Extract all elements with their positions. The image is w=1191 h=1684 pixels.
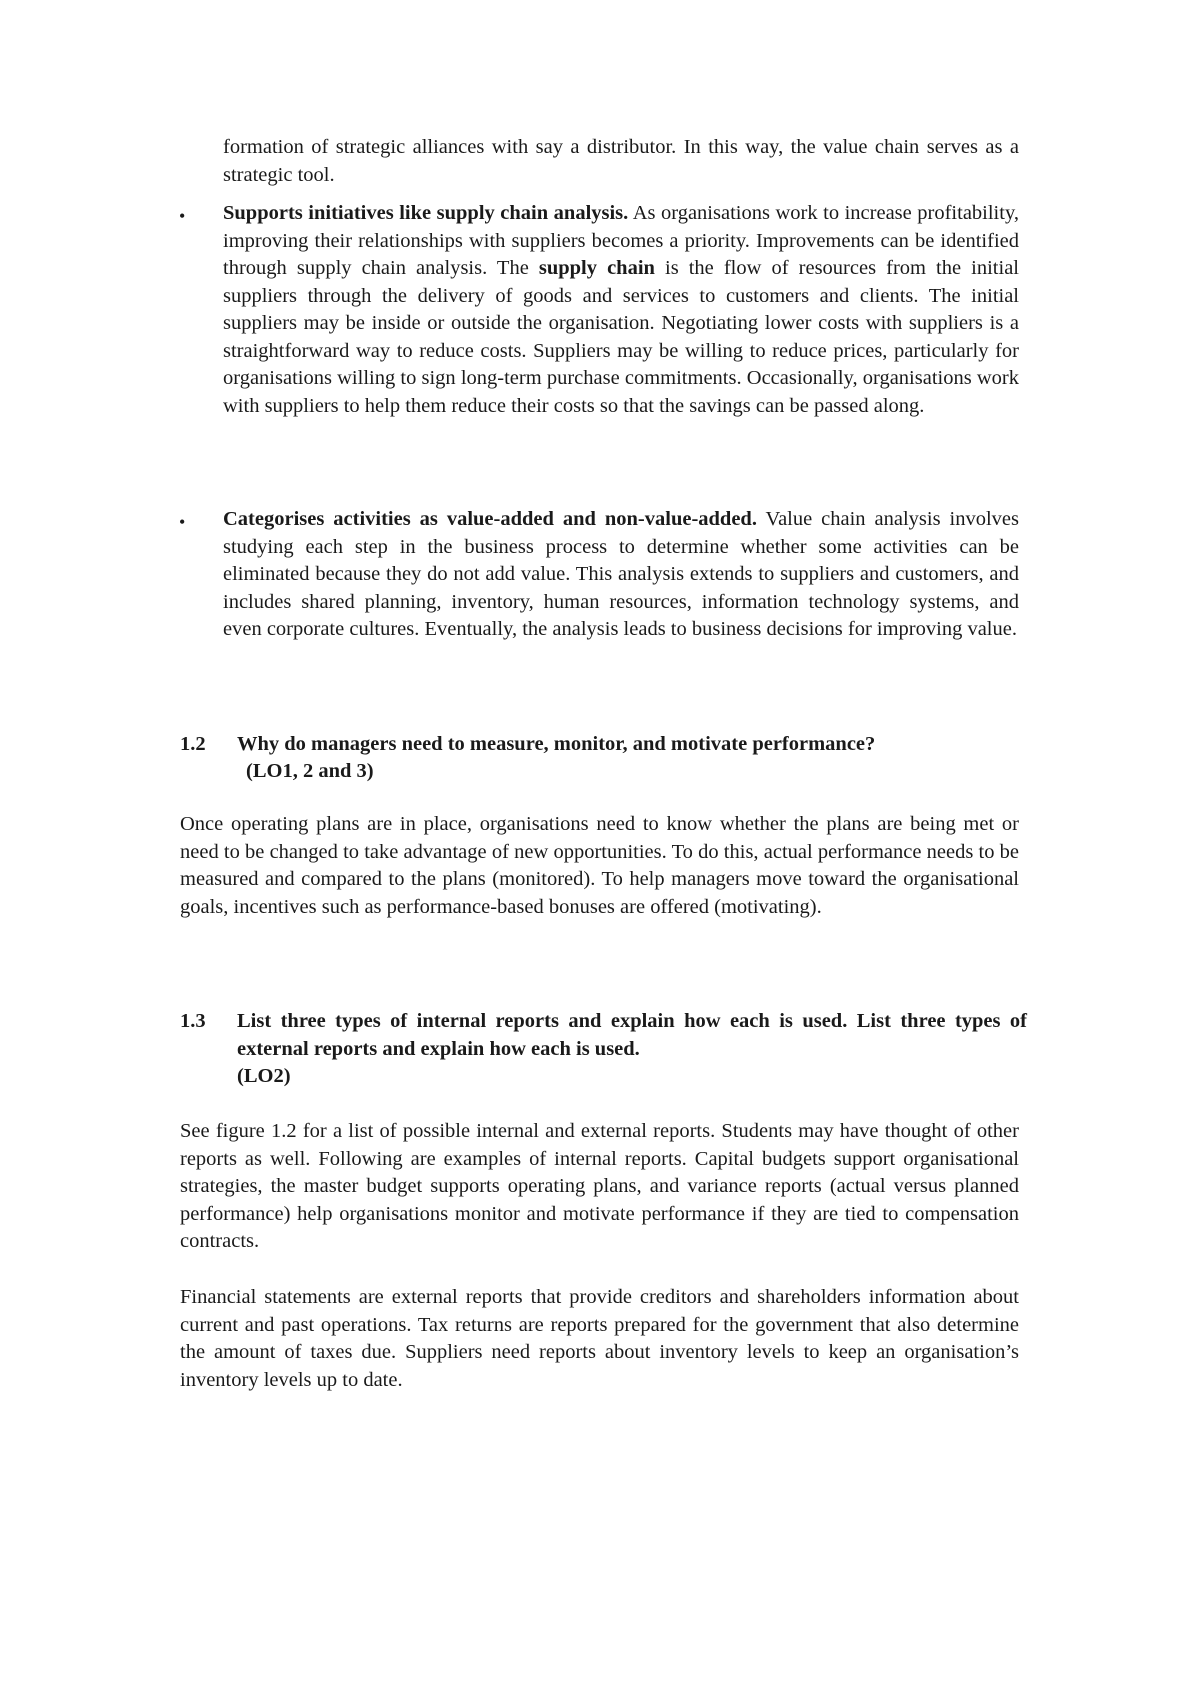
intro-paragraph: formation of strategic alliances with say a distributor. In this way, the value chain serves as a strategic tool. xyxy=(223,136,1019,186)
bullet-paragraph-value-added xyxy=(223,506,1019,644)
section-number: 1.3 xyxy=(180,1010,206,1032)
bullet-text: As organisations work to increase profitability, improving their relationships with suppliers becomes a priority. Improvements can be identified through supply chain analysis. The xyxy=(223,202,1019,279)
bullet-text: is the flow of resources from the initial suppliers through the delivery of goods and services to customers and clients. The initial suppliers may be inside or outside the organisation. Negotiating lower costs with suppliers is a straightforward way to reduce costs. Suppliers may be willing to reduce prices, particularly for organisations willing to sign long-term purchase commitments. Occasionally, organisations work with suppliers to help them reduce their costs so that the savings can be passed along. xyxy=(223,257,1019,417)
section-title: List three types of internal reports and explain how each is used. List three types of external reports and explain how each is used. xyxy=(237,1010,1027,1060)
bullet-icon: • xyxy=(179,206,186,226)
bullet-heading: Categorises activities as value-added and non-value-added. xyxy=(223,508,757,530)
section-body: Financial statements are external reports that provide creditors and shareholders information about current and past operations. Tax returns are reports prepared for the government that also determine the amount of taxes due. Suppliers need reports about inventory levels to keep an organisation’s inventory levels up to date. xyxy=(180,1286,1019,1391)
section-body: Once operating plans are in place, organisations need to know whether the plans are being met or need to be changed to take advantage of new opportunities. To do this, actual performance needs to be measured and compared to the plans (monitored). To help managers move toward the organisational goals, incentives such as performance-based bonuses are offered (motivating). xyxy=(180,813,1019,918)
section-learning-objectives: (LO1, 2 and 3) xyxy=(246,760,374,782)
bullet-heading: Supports initiatives like supply chain analysis. xyxy=(223,202,629,224)
section-learning-objectives: (LO2) xyxy=(237,1065,291,1087)
bullet-text: Value chain analysis involves studying each step in the business process to determine whether some activities can be eliminated because they do not add value. This analysis extends to suppliers and customers, and includes shared planning, inventory, human resources, information technology systems, and even corporate cultures. Eventually, the analysis leads to business decisions for improving value. xyxy=(223,508,1019,640)
section-title: Why do managers need to measure, monitor, and motivate performance? xyxy=(237,733,876,755)
section-body: See figure 1.2 for a list of possible internal and external reports. Students may have thought of other reports as well. Following are examples of internal reports. Capital budgets support organisational strategies, the master budget supports operating plans, and variance reports (actual versus planned performance) help organisations monitor and motivate performance if they are tied to compensation contracts. xyxy=(180,1120,1019,1252)
bold-term: supply chain xyxy=(538,257,655,279)
bullet-paragraph-supply-chain xyxy=(223,200,1019,420)
bullet-icon: • xyxy=(179,512,186,532)
section-number: 1.2 xyxy=(180,733,206,755)
